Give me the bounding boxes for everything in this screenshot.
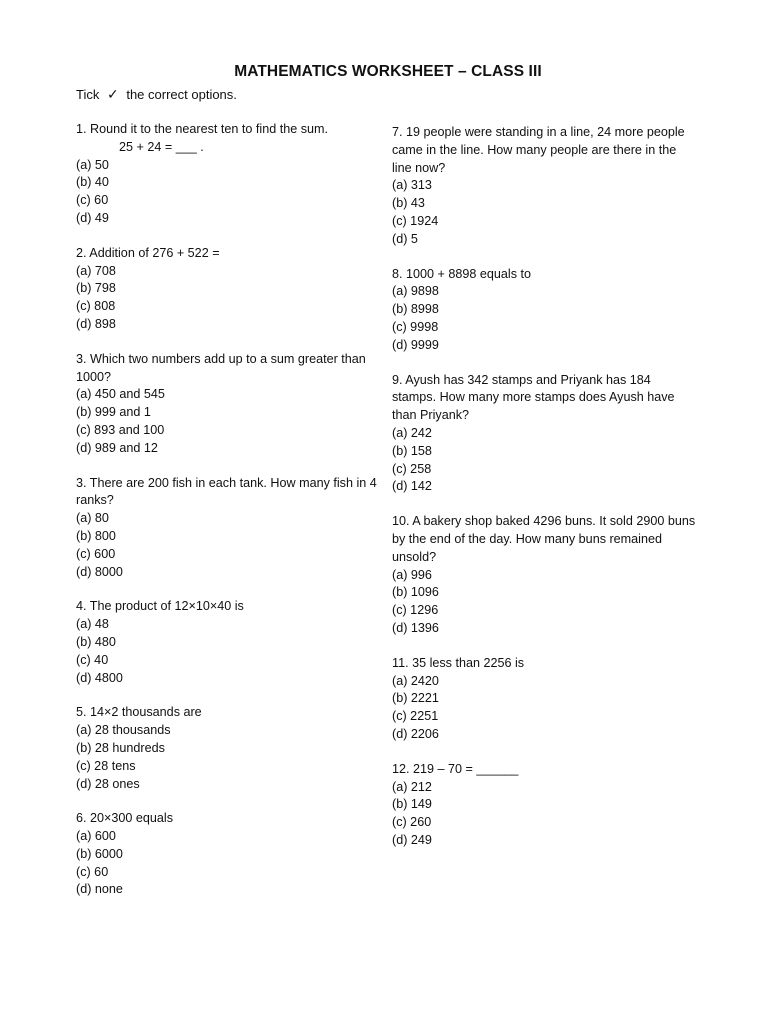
option-c[interactable]: (c) 28 tens — [76, 758, 136, 773]
option-a[interactable]: (a) 80 — [76, 511, 109, 526]
question-9 — [392, 372, 697, 497]
option-a[interactable]: (a) 48 — [76, 617, 109, 632]
question-text: 5. 14×2 thousands are — [76, 705, 202, 720]
option-b[interactable]: (b) 149 — [392, 797, 432, 812]
option-a[interactable]: (a) 50 — [76, 157, 109, 172]
option-d[interactable]: (d) 49 — [76, 210, 109, 225]
page-title: MATHEMATICS WORKSHEET – CLASS III — [234, 63, 542, 80]
option-a[interactable]: (a) 600 — [76, 829, 116, 844]
option-c[interactable]: (c) 260 — [392, 815, 432, 830]
option-a[interactable]: (a) 2420 — [392, 673, 439, 688]
option-a[interactable]: (a) 28 thousands — [76, 723, 171, 738]
option-d[interactable]: (d) 5 — [392, 231, 418, 246]
question-expression: 25 + 24 = ___ . — [119, 139, 204, 154]
question-text: 7. 19 people were standing in a line, 24 more people came in the line. How many people are there in the line now? — [392, 125, 685, 175]
option-b[interactable]: (b) 798 — [76, 281, 116, 296]
option-d[interactable]: (d) 142 — [392, 479, 432, 494]
option-c[interactable]: (c) 2251 — [392, 709, 439, 724]
question-text: 10. A bakery shop baked 4296 buns. It sold 2900 buns by the end of the day. How many buns remained unsold? — [392, 514, 696, 564]
option-b[interactable]: (b) 6000 — [76, 846, 123, 861]
option-a[interactable]: (a) 9898 — [392, 284, 439, 299]
option-a[interactable]: (a) 996 — [392, 567, 432, 582]
question-text: 3. There are 200 fish in each tank. How many fish in 4 ranks? — [76, 475, 377, 508]
instruction-prefix: Tick — [76, 87, 100, 102]
option-c[interactable]: (c) 9998 — [392, 319, 439, 334]
option-d[interactable]: (d) 249 — [392, 832, 432, 847]
option-a[interactable]: (a) 708 — [76, 263, 116, 278]
option-a[interactable]: (a) 450 and 545 — [76, 387, 165, 402]
question-10 — [392, 513, 697, 638]
option-d[interactable]: (d) 9999 — [392, 337, 439, 352]
option-c[interactable]: (c) 893 and 100 — [76, 422, 165, 437]
option-b[interactable]: (b) 8998 — [392, 302, 439, 317]
option-b[interactable]: (b) 158 — [392, 443, 432, 458]
option-b[interactable]: (b) 1096 — [392, 585, 439, 600]
option-d[interactable]: (d) 898 — [76, 316, 116, 331]
question-text: 11. 35 less than 2256 is — [392, 655, 525, 670]
question-3 — [76, 351, 381, 458]
option-a[interactable]: (a) 313 — [392, 178, 432, 193]
question-1 — [76, 121, 381, 228]
question-text: 4. The product of 12×10×40 is — [76, 599, 244, 614]
question-3b — [76, 475, 381, 582]
question-7 — [392, 124, 697, 249]
question-text: 2. Addition of 276 + 522 = — [76, 245, 220, 260]
instruction — [76, 86, 237, 103]
option-c[interactable]: (c) 600 — [76, 546, 116, 561]
right-column — [392, 124, 697, 850]
option-d[interactable]: (d) 1396 — [392, 620, 439, 635]
option-d[interactable]: (d) 28 ones — [76, 776, 140, 791]
option-b[interactable]: (b) 999 and 1 — [76, 405, 151, 420]
tick-icon: ✓ — [106, 86, 119, 102]
question-12 — [392, 761, 697, 850]
option-a[interactable]: (a) 212 — [392, 779, 432, 794]
option-b[interactable]: (b) 800 — [76, 528, 116, 543]
question-text: 3. Which two numbers add up to a sum greater than 1000? — [76, 351, 366, 384]
question-5 — [76, 704, 381, 793]
option-d[interactable]: (d) none — [76, 882, 123, 897]
option-b[interactable]: (b) 28 hundreds — [76, 740, 165, 755]
option-b[interactable]: (b) 480 — [76, 634, 116, 649]
option-b[interactable]: (b) 40 — [76, 175, 109, 190]
question-4 — [76, 598, 381, 687]
option-c[interactable]: (c) 60 — [76, 193, 109, 208]
option-d[interactable]: (d) 989 and 12 — [76, 440, 158, 455]
question-text: 1. Round it to the nearest ten to find the sum. — [76, 122, 329, 136]
option-d[interactable]: (d) 4800 — [76, 670, 123, 685]
question-8 — [392, 266, 697, 355]
left-column — [76, 121, 381, 899]
option-b[interactable]: (b) 2221 — [392, 691, 439, 706]
option-a[interactable]: (a) 242 — [392, 425, 432, 440]
option-c[interactable]: (c) 40 — [76, 652, 109, 667]
question-text: 9. Ayush has 342 stamps and Priyank has 184 stamps. How many more stamps does Ayush have than Priyank? — [392, 372, 675, 423]
instruction-suffix: the correct options. — [126, 87, 237, 102]
question-text: 6. 20×300 equals — [76, 811, 173, 826]
question-text: 8. 1000 + 8898 equals to — [392, 266, 531, 281]
option-c[interactable]: (c) 1296 — [392, 603, 439, 618]
question-6 — [76, 810, 381, 899]
option-b[interactable]: (b) 43 — [392, 196, 425, 211]
option-c[interactable]: (c) 1924 — [392, 213, 439, 228]
option-d[interactable]: (d) 8000 — [76, 564, 123, 579]
option-c[interactable]: (c) 258 — [392, 461, 432, 476]
option-d[interactable]: (d) 2206 — [392, 726, 439, 741]
question-text: 12. 219 – 70 = ______ — [392, 761, 519, 776]
question-2 — [76, 245, 381, 334]
question-11 — [392, 655, 697, 744]
option-c[interactable]: (c) 60 — [76, 864, 109, 879]
option-c[interactable]: (c) 808 — [76, 299, 116, 314]
